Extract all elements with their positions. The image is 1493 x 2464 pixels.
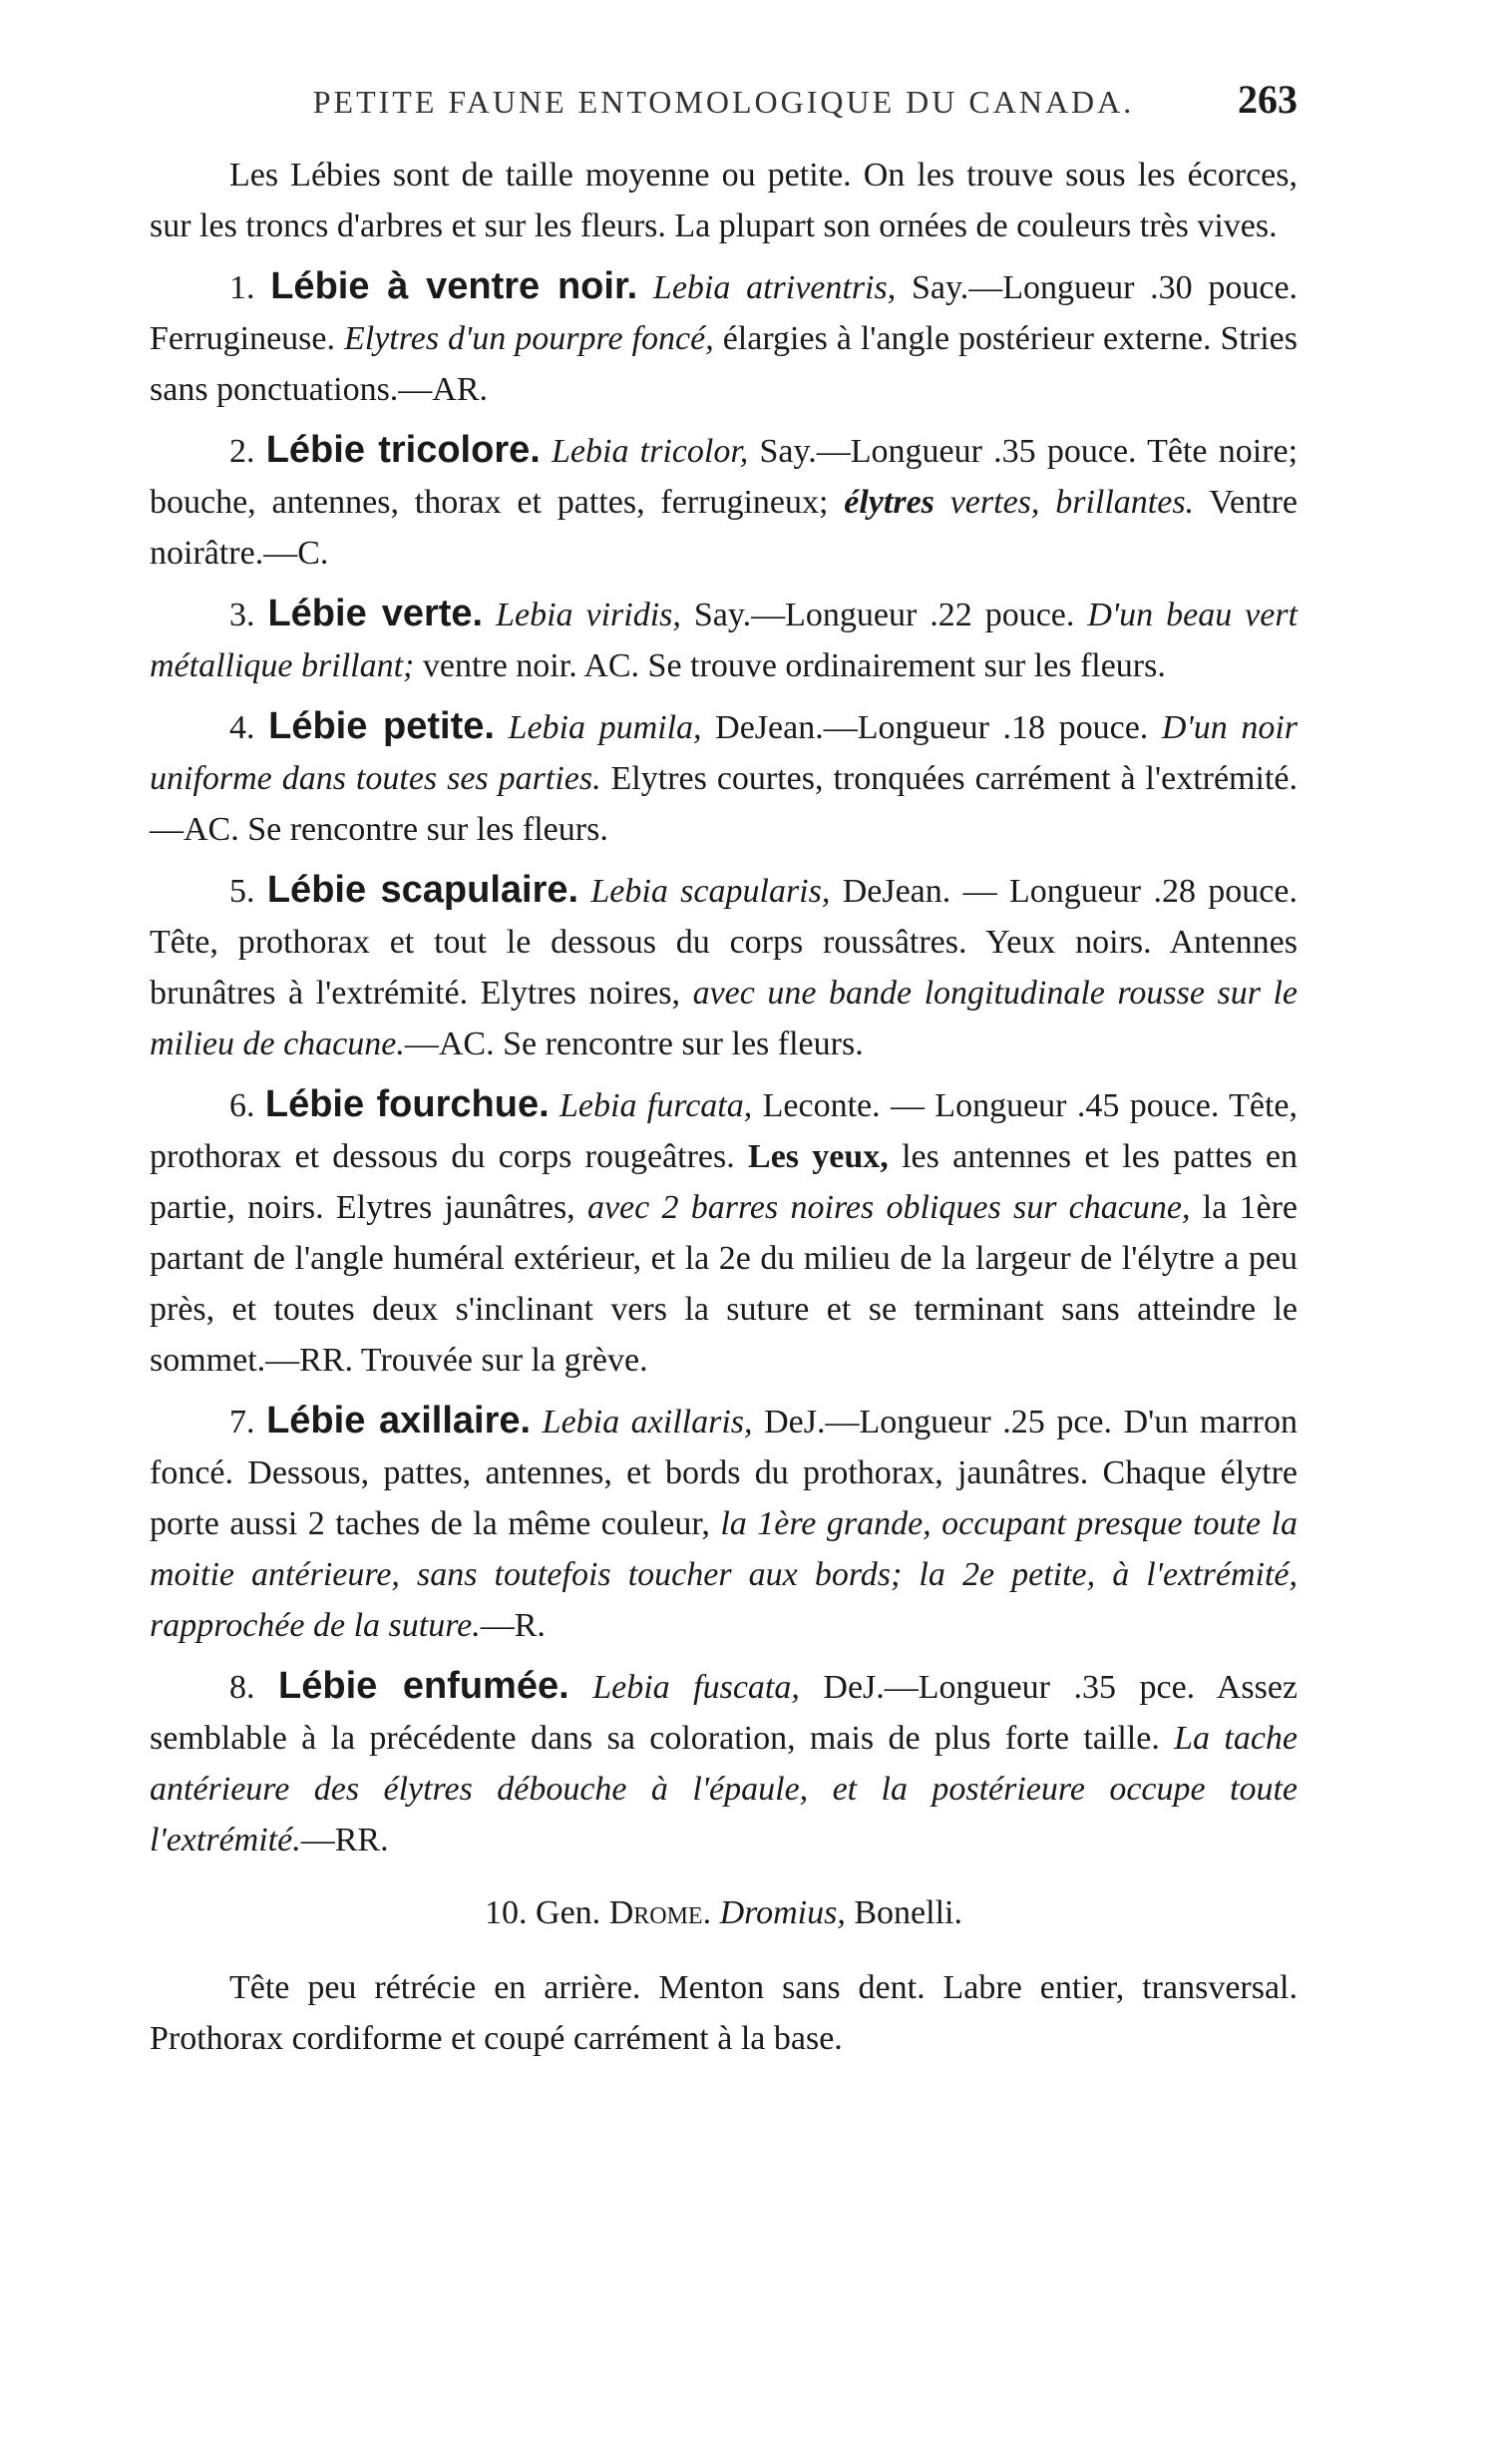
species-number: 5.	[229, 873, 255, 910]
species-latin: Lebia fuscata,	[592, 1669, 800, 1706]
species-text: DeJ.—Longueur .25 pce. D'un marron foncé. Dessous, pattes, antennes, et bords du prothorax, jaunâtres. Chaque élytre porte aussi 2 taches de la même couleur,	[150, 1404, 1299, 1542]
species-text: Leconte. — Longueur .45 pouce. Tête, prothorax et dessous du corps rougeâtres.	[150, 1087, 1299, 1175]
species-italic-text: D'un noir uniforme dans toutes ses parties.	[150, 709, 1298, 797]
species-number: 1.	[229, 269, 255, 306]
genus-description: Tête peu rétrécie en arrière. Menton sans dent. Labre entier, transversal. Prothorax cordiforme et coupé carrément à la base.	[150, 1969, 1298, 2057]
species-text: la 1ère partant de l'angle huméral extérieur, et la 2e du milieu de la largeur de l'élytre a peu près, et toutes deux s'inclinant vers la suture et se terminant sans atteindre le sommet.—RR. Trouvée sur la grève.	[150, 1189, 1299, 1379]
species-text: —AC. Se rencontre sur les fleurs.	[404, 1026, 864, 1062]
species-text: DeJ.—Longueur .35 pce. Assez semblable à la précédente dans sa coloration, mais de plus forte taille.	[150, 1669, 1298, 1757]
species-text: élargies à l'angle postérieur externe. Stries sans ponctuations.—AR.	[150, 320, 1298, 408]
species-text: ventre noir. AC. Se trouve ordinairement sur les fleurs.	[414, 647, 1166, 684]
species-name: Lébie enfumée.	[278, 1665, 569, 1707]
species-text: DeJean.—Longueur .18 pouce.	[701, 709, 1162, 746]
species-bold-italic-text: élytres	[844, 484, 934, 521]
species-number: 6.	[229, 1087, 255, 1124]
species-bold-text: Les yeux,	[748, 1138, 889, 1175]
genus-number: 10.	[485, 1894, 528, 1931]
species-name: Lébie verte.	[267, 593, 484, 634]
species-latin: Lebia viridis,	[496, 597, 681, 633]
species-entry	[150, 701, 1298, 855]
species-latin: Lebia scapularis,	[590, 873, 831, 910]
species-name: Lébie axillaire.	[266, 1400, 532, 1441]
species-text: Say.—Longueur .35 pouce. Tête noire; bouche, antennes, thorax et pattes, ferrugineux;	[150, 433, 1299, 521]
species-text: DeJean. — Longueur .28 pouce. Tête, prothorax et tout le dessous du corps roussâtres. Yeux noirs. Antennes brunâtres à l'extrémité. Elytres noires,	[150, 873, 1298, 1012]
species-number: 8.	[229, 1669, 255, 1706]
species-latin: Lebia pumila,	[508, 709, 702, 746]
genus-heading	[150, 1887, 1298, 1938]
genus-author: Bonelli.	[854, 1894, 962, 1931]
species-text: —R.	[480, 1607, 546, 1644]
species-entry	[150, 589, 1298, 691]
species-italic-text: Elytres d'un pourpre foncé,	[344, 320, 714, 357]
species-entry	[150, 425, 1298, 579]
species-entry	[150, 1396, 1298, 1651]
genus-label: Gen.	[536, 1894, 601, 1931]
species-name: Lébie à ventre noir.	[270, 265, 638, 307]
species-text: Elytres courtes, tronquées carrément à l'extrémité.—AC. Se rencontre sur les fleurs.	[150, 760, 1298, 848]
species-number: 2.	[229, 433, 255, 470]
species-text: les antennes et les pattes en partie, noirs. Elytres jaunâtres,	[150, 1138, 1299, 1226]
species-entry	[150, 1079, 1298, 1386]
species-italic-text: avec une bande longitudinale rousse sur le milieu de chacune.	[150, 975, 1298, 1062]
species-number: 4.	[229, 709, 255, 746]
species-text: —RR.	[300, 1822, 389, 1858]
intro-paragraph: Les Lébies sont de taille moyenne ou petite. On les trouve sous les écorces, sur les troncs d'arbres et sur les fleurs. La plupart son ornées de couleurs très vives.	[150, 157, 1298, 244]
species-latin: Lebia axillaris,	[542, 1404, 753, 1440]
genus-name: Drome.	[608, 1894, 712, 1931]
species-name: Lébie tricolore.	[265, 429, 541, 471]
species-entry	[150, 261, 1298, 415]
species-number: 7.	[229, 1404, 255, 1440]
species-entry	[150, 1661, 1298, 1865]
species-latin: Lebia furcata,	[560, 1087, 753, 1124]
species-latin: Lebia tricolor,	[552, 433, 749, 470]
running-head: PETITE FAUNE ENTOMOLOGIQUE DU CANADA.	[312, 84, 1135, 120]
species-text: Say.—Longueur .30 pouce. Ferrugineuse.	[150, 269, 1299, 357]
species-italic-text: la 1ère grande, occupant presque toute la moitie antérieure, sans toutefois toucher aux bords; la 2e petite, à l'extrémité, rapprochée de la suture.	[150, 1505, 1298, 1644]
species-latin: Lebia atriventris,	[652, 269, 897, 306]
genus-latin: Dromius,	[719, 1894, 846, 1931]
species-entry	[150, 865, 1298, 1069]
species-text: Ventre noirâtre.—C.	[150, 484, 1298, 572]
species-italic-text: La tache antérieure des élytres débouche à l'épaule, et la postérieure occupe toute l'extrémité.	[150, 1720, 1298, 1858]
page-header	[150, 74, 1298, 126]
page-number: 263	[1238, 77, 1298, 122]
species-italic-text: D'un beau vert métallique brillant;	[150, 597, 1299, 684]
species-italic-text: avec 2 barres noires obliques sur chacune,	[586, 1189, 1191, 1226]
species-italic-text: vertes, brillantes.	[933, 484, 1195, 521]
species-name: Lébie scapulaire.	[266, 869, 579, 911]
species-name: Lébie fourchue.	[264, 1083, 550, 1125]
species-number: 3.	[229, 597, 255, 633]
main-text	[150, 150, 1298, 2064]
species-text: Say.—Longueur .22 pouce.	[680, 597, 1088, 633]
species-name: Lébie petite.	[268, 705, 495, 747]
